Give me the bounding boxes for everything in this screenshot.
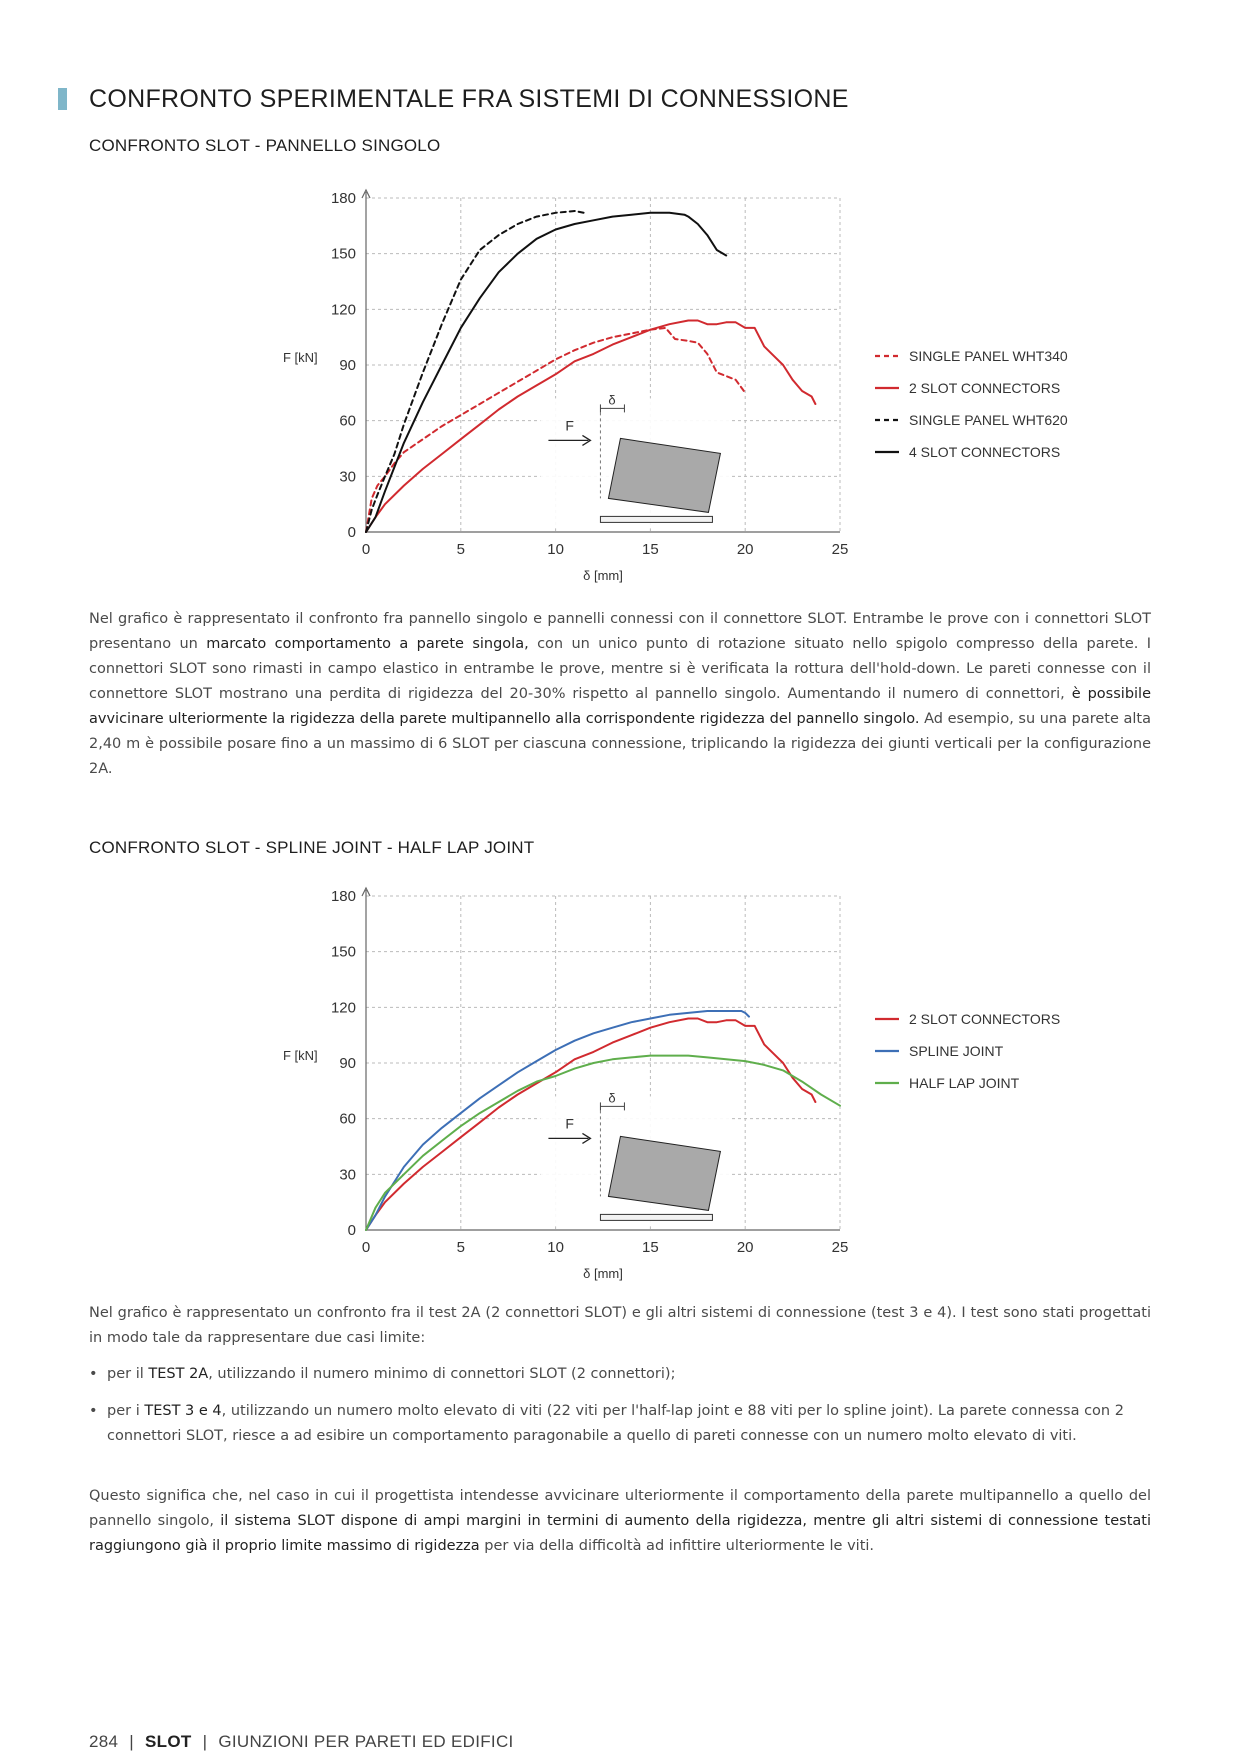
- legend-label-2-slot-connectors: 2 SLOT CONNECTORS: [909, 1011, 1061, 1027]
- legend-label-single-panel-wht340: SINGLE PANEL WHT340: [909, 348, 1068, 364]
- y-tick-label: 180: [330, 190, 356, 207]
- bullet-2-post: , utilizzando un numero molto elevato di viti (22 viti per l'half-lap joint e 88 viti per lo spline joint). La parete connessa con 2 connettori SLOT, riesce a ad esibire un comportamento paragonabile a quello di pareti connesse con un numero molto elevato di viti.: [107, 1403, 1124, 1444]
- bullet-2-strong: TEST 3 e 4: [144, 1403, 222, 1419]
- force-label: F: [565, 1115, 574, 1132]
- y-tick-label: 60: [339, 1110, 356, 1128]
- y-tick-label: 60: [339, 412, 356, 430]
- y-axis-label: F [kN]: [283, 350, 318, 365]
- legend-label-2-slot-connectors: 2 SLOT CONNECTORS: [909, 380, 1061, 396]
- y-tick-label: 0: [347, 524, 356, 541]
- bullet-list: [89, 1362, 1151, 1461]
- paragraph-2: Nel grafico è rappresentato un confronto fra il test 2A (2 connettori SLOT) e gli altri sistemi di connessione (test 3 e 4). I test sono stati progettati in modo tale da rappresentare due casi limite:: [89, 1305, 1151, 1346]
- bullet-1-pre: per il: [107, 1366, 149, 1382]
- y-tick-label: 150: [330, 943, 356, 961]
- y-tick-label: 90: [339, 1055, 356, 1072]
- inset-wall-diagram: [540, 392, 730, 528]
- force-label: F: [565, 417, 574, 434]
- chart2-subtitle: CONFRONTO SLOT - SPLINE JOINT - HALF LAP JOINT: [89, 838, 535, 857]
- section-heading: [58, 84, 849, 114]
- delta-label: δ: [608, 1090, 616, 1106]
- x-tick-label: 20: [736, 1239, 754, 1256]
- page-number: 284: [89, 1732, 119, 1751]
- y-tick-label: 120: [330, 301, 356, 319]
- legend-label-single-panel-wht620: SINGLE PANEL WHT620: [909, 412, 1068, 428]
- inset-wall-diagram: [540, 1090, 730, 1226]
- y-tick-label: 150: [330, 245, 356, 263]
- section-title: CONFRONTO SPERIMENTALE FRA SISTEMI DI CONNESSIONE: [89, 84, 849, 113]
- x-tick-label: 20: [736, 541, 754, 558]
- x-tick-label: 5: [456, 1239, 465, 1256]
- bullet-item-test2a: [89, 1362, 1151, 1387]
- heading-accent-bar: [58, 88, 67, 110]
- x-tick-label: 10: [547, 1239, 564, 1256]
- x-tick-label: 15: [642, 1239, 659, 1256]
- base-plate: [600, 516, 712, 522]
- bullet-1-strong: TEST 2A: [148, 1366, 209, 1382]
- paragraph-1: [89, 607, 1151, 782]
- x-tick-label: 0: [361, 1239, 371, 1256]
- footer-separator: |: [129, 1732, 135, 1751]
- y-tick-label: 30: [339, 1166, 356, 1184]
- y-tick-label: 180: [330, 888, 356, 905]
- paragraph-3-text-a: Questo significa che, nel caso in cui il progettista intendesse avvicinare ulteriormente il comportamento della parete multipannello a quello del pannello singolo,: [89, 1488, 1151, 1529]
- paragraph-1-text-a: Nel grafico è rappresentato il confronto fra pannello singolo e pannelli connessi con il connettore SLOT. Entrambe le prove con i connettori SLOT presentano un: [89, 611, 1151, 652]
- y-tick-label: 30: [339, 468, 356, 486]
- x-tick-label: 0: [361, 541, 371, 558]
- legend-label-spline-joint: SPLINE JOINT: [909, 1043, 1004, 1059]
- paragraph-3-emphasis: il sistema SLOT dispone di ampi margini in termini di aumento della rigidezza, mentre gli altri sistemi di connessione testati raggiungono già il proprio limite massimo di rigidezza: [89, 1513, 1151, 1554]
- legend-label-half-lap-joint: HALF LAP JOINT: [909, 1075, 1020, 1091]
- y-tick-label: 120: [330, 999, 356, 1017]
- bullet-2-pre: per i: [107, 1403, 145, 1419]
- footer-separator-2: |: [202, 1732, 208, 1751]
- x-tick-label: 25: [831, 1239, 849, 1256]
- chart-slot-vs-single-panel: [260, 180, 1090, 592]
- x-tick-label: 25: [831, 541, 849, 558]
- paragraph-1-emphasis-a: marcato comportamento a parete singola,: [206, 636, 529, 652]
- base-plate: [600, 1214, 712, 1220]
- y-tick-label: 90: [339, 357, 356, 374]
- legend-label-4-slot-connectors: 4 SLOT CONNECTORS: [909, 444, 1061, 460]
- paragraph-1-emphasis-b: è possibile avvicinare ulteriormente la rigidezza della parete multipannello alla corrispondente rigidezza del pannello singolo.: [89, 686, 1151, 727]
- bullet-1-post: , utilizzando il numero minimo di connettori SLOT (2 connettori);: [208, 1366, 676, 1382]
- paragraph-1-text-b: con un unico punto di rotazione situato nello spigolo compresso della parete. I connettori SLOT sono rimasti in campo elastico in entrambe le prove, mentre si è verificata la rottura dell'hold-down. Le pareti connesse con il connettore SLOT mostrano una perdita di rigidezza del 20-30% rispetto al pannello singolo. Aumentando il numero di connettori,: [89, 636, 1152, 702]
- chart1-subtitle: CONFRONTO SLOT - PANNELLO SINGOLO: [89, 136, 441, 155]
- x-tick-label: 10: [547, 541, 564, 558]
- footer-section: GIUNZIONI PER PARETI ED EDIFICI: [218, 1732, 514, 1751]
- paragraph-3-text-b: per via della difficoltà ad infittire ulteriormente le viti.: [479, 1538, 875, 1554]
- y-axis-label: F [kN]: [283, 1048, 318, 1063]
- delta-label: δ: [608, 392, 616, 408]
- paragraph-3: [89, 1484, 1151, 1559]
- x-axis-label: δ [mm]: [583, 1266, 623, 1281]
- paragraph-1-text-c: Ad esempio, su una parete alta 2,40 m è possibile posare fino a un massimo di 6 SLOT per ciascuna connessione, triplicando la rigidezza dei giunti verticali per la configurazione 2A.: [89, 711, 1151, 777]
- footer-brand: SLOT: [145, 1732, 192, 1751]
- y-tick-label: 0: [347, 1222, 356, 1239]
- x-axis-label: δ [mm]: [583, 568, 623, 583]
- page-footer: [89, 1732, 514, 1752]
- bullet-item-test3-4: [89, 1399, 1151, 1449]
- x-tick-label: 5: [456, 541, 465, 558]
- chart-slot-vs-spline-halflap: [260, 878, 1090, 1290]
- x-tick-label: 15: [642, 541, 659, 558]
